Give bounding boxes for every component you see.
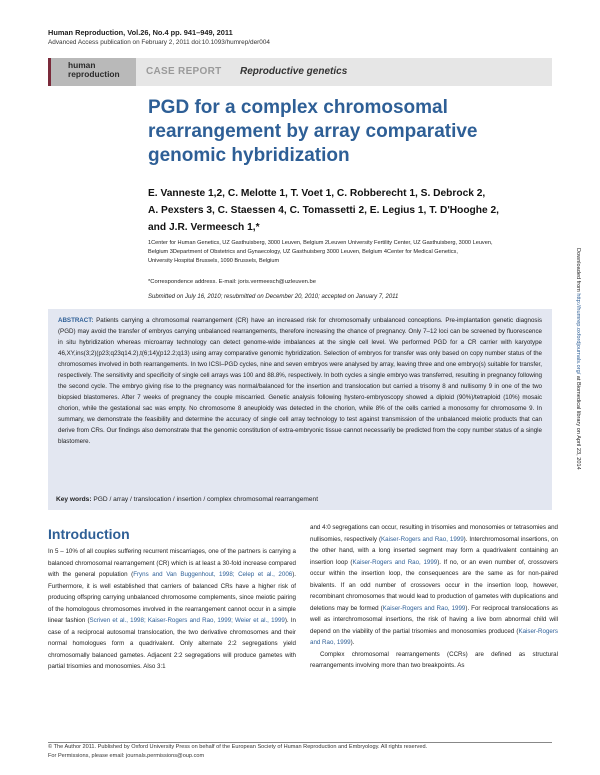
text: ). Furthermore, it is well established that carriers of balanced CRs have a higher risk of producing offspring carrying unbalanced chromosome complements, since meiotic pairing of the homologous chromosomes involved in the rearrangement cannot occur in a simple linear fashion ( <box>48 571 296 624</box>
authors-line: A. Pexsters 3, C. Staessen 4, C. Tomassetti 2, E. Legius 1, T. D'Hooghe 2, <box>148 205 499 216</box>
title-line: genomic hybridization <box>148 145 350 166</box>
affiliation-line: 1Center for Human Genetics, UZ Gasthuisberg, 3000 Leuven, Belgium 2Leuven University Fertility Center, UZ Gasthuisberg, 3000 Leuven, <box>148 240 493 246</box>
title-line: rearrangement by array comparative <box>148 121 478 142</box>
citation-link[interactable]: Kaiser-Rogers and Rao, 1999 <box>382 604 466 612</box>
keywords <box>56 496 318 503</box>
authors-line: E. Vanneste 1,2, C. Melotte 1, T. Voet 1, C. Robberecht 1, S. Debrock 2, <box>148 188 486 199</box>
journal-logo <box>48 58 136 86</box>
download-note <box>575 248 581 568</box>
author-list <box>148 185 568 236</box>
citation-link[interactable]: Kaiser-Rogers and Rao, 1999 <box>310 627 558 646</box>
section-heading: Introduction <box>48 526 130 542</box>
text: ). <box>350 639 355 646</box>
citation-link[interactable]: Kaiser-Rogers and Rao, 1999 <box>381 535 464 543</box>
section-banner <box>136 58 552 86</box>
title-line: PGD for a complex chromosomal <box>148 97 448 118</box>
permissions-note: For Permissions, please email: journals.permissions@oup.com <box>48 753 205 759</box>
download-url-link[interactable]: http://humrep.oxfordjournals.org/ <box>575 293 581 375</box>
correspondence: *Correspondence address. E-mail: joris.vermeesch@uzleuven.be <box>148 279 316 285</box>
submission-dates: Submitted on July 16, 2010; resubmitted on December 20, 2010; accepted on January 7, 2011 <box>148 294 399 300</box>
article-category: Reproductive genetics <box>240 66 348 77</box>
article-title <box>148 96 568 168</box>
footer-divider <box>48 742 552 743</box>
citation-link[interactable]: Scriven et al., 1998; Kaiser-Rogers and Rao, 1999; Weier et al., 1999 <box>89 617 285 624</box>
abstract-text: Patients carrying a chromosomal rearrangement (CR) have an increased risk for chromosomally unbalanced conceptions. Pre-implantation genetic diagnosis (PGD) may avoid the transfer of embryos carrying unbalanced rearrangements, therefore increasing the chance of pregnancy. Only 7–12 loci can be screened by fluorescence in situ hybridization whereas microarray technology can detect genome-wide imbalances at the single cell level. We performed PGD for a CR carrier with karyotype 46,XY,ins(3;2)(p23;q23q14.2),t(6;14)(p12.2;q13) using array comparative genomic hybridization. Selection of embryos for transfer was only based on copy number status of the chromosomes involved in both rearrangements. In two ICSI–PGD cycles, nine and seven embryos were analysed by array, leaving three and one embryo(s) suitable for transfer, respectively. The sensitivity and specificity of single cell arrays was 100 and 88.8%, respectively. In both cycles a single embryo was transferred, resulting in pregnancy following the second cycle. The embryo giving rise to the pregnancy was normal/balanced for the insertion and translocation but carried a trisomy 8 and nullisomy 9 in one of the two biopsied blastomeres. After 7 weeks of pregnancy the couple miscarried. Genetic analysis following hystero-embryoscopy showed a diploid (90%)/tetraploid (10%) mosaic chorion, while the gestational sac was empty. No chromosome 8 aneuploidy was detected in the chorion, while 8% of the cells carried a monosomy for chromosome 9. In summary, we demonstrate the feasibility and determine the accuracy of single cell array technology to test against transmission of the unbalanced meiotic products that can derive from CRs. Our findings also demonstrate that the genomic constitution of extra-embryonic tissue cannot necessarily be predicted from the copy number status of a single blastomere. <box>58 317 542 445</box>
affiliation-line: University Hospital Brussels, 1090 Brussels, Belgium <box>148 258 280 264</box>
text: ). For reciprocal translocations as well as interchromosomal insertions, the risk of having a live born abnormal child will depend on the viability of the partial trisomies and monosomies produced ( <box>310 604 558 635</box>
affiliations <box>148 239 568 266</box>
keywords-text: PGD / array / translocation / insertion / complex chromosomal rearrangement <box>93 496 319 503</box>
affiliation-line: Belgium 3Department of Obstetrics and Gynaecology, UZ Gasthuisberg 3000 Leuven, Belgium 4Center for Medical Genetics, <box>148 249 458 255</box>
text: and 4:0 segregations can occur, resulting in trisomies and monosomies or tetrasomies and nullisomies, respectively ( <box>310 524 558 543</box>
column-right <box>310 522 558 672</box>
citation-link[interactable]: Kaiser-Rogers and Rao, 1999 <box>352 558 438 566</box>
text: ). In case of a reciprocal autosomal translocation, the two derivative chromosomes and their normal homologues form a quadrivalent. Only alternate 2:2 segregations yield chromosomally balanced gametes. Adjacent 2:2 segregations will produce gametes with partial trisomies and monosomies. Also 3:1 <box>48 617 296 670</box>
paragraph <box>310 522 558 649</box>
text: Complex chromosomal rearrangements (CCRs) are defined as structural rearrangements involving more than two breakpoints. As <box>310 650 558 669</box>
advance-access-line: Advanced Access publication on February 2, 2011 doi:10.1093/humrep/der004 <box>48 39 270 46</box>
paragraph <box>310 649 558 672</box>
download-suffix: at Biomedical library on April 23, 2014 <box>575 374 581 470</box>
journal-citation: Human Reproduction, Vol.26, No.4 pp. 941–949, 2011 <box>48 28 233 37</box>
text: ). Interchromosomal insertions, on the other hand, with a long inserted segment may form a quadrivalent containing an insertion loop ( <box>310 535 558 566</box>
paragraph <box>48 546 296 673</box>
column-left <box>48 546 296 673</box>
copyright-note: © The Author 2011. Published by Oxford University Press on behalf of the European Society of Human Reproduction and Embryology. All rights reserved. <box>48 744 428 750</box>
text: In 5 – 10% of all couples suffering recurrent miscarriages, one of the partners is carrying a balanced chromosomal rearrangement (CR) which is at least a 30-fold increase compared with the general population ( <box>48 548 296 578</box>
logo-line-1: human <box>68 60 96 70</box>
article-type: CASE REPORT <box>146 66 222 77</box>
download-sidebar <box>573 250 583 570</box>
authors-line: and J.R. Vermeesch 1,* <box>148 222 260 233</box>
text: ). If no, or an even number of, crossovers occur within the insertion loop, the consequences are the same as for non-paired bivalents. If an odd number of crossovers occur in the insertion loop, however, recombinant chromosomes that would lead to production of gametes with duplications and deletions may be formed ( <box>310 558 558 612</box>
citation-link[interactable]: Fryns and Van Buggenhout, 1998; Celep et al., 2006 <box>133 571 293 578</box>
download-prefix: Downloaded from <box>575 248 581 294</box>
abstract-label: ABSTRACT: <box>58 317 94 324</box>
keywords-label: Key words: <box>56 496 92 503</box>
abstract-box <box>48 309 552 510</box>
logo-line-2: reproduction <box>68 69 120 79</box>
